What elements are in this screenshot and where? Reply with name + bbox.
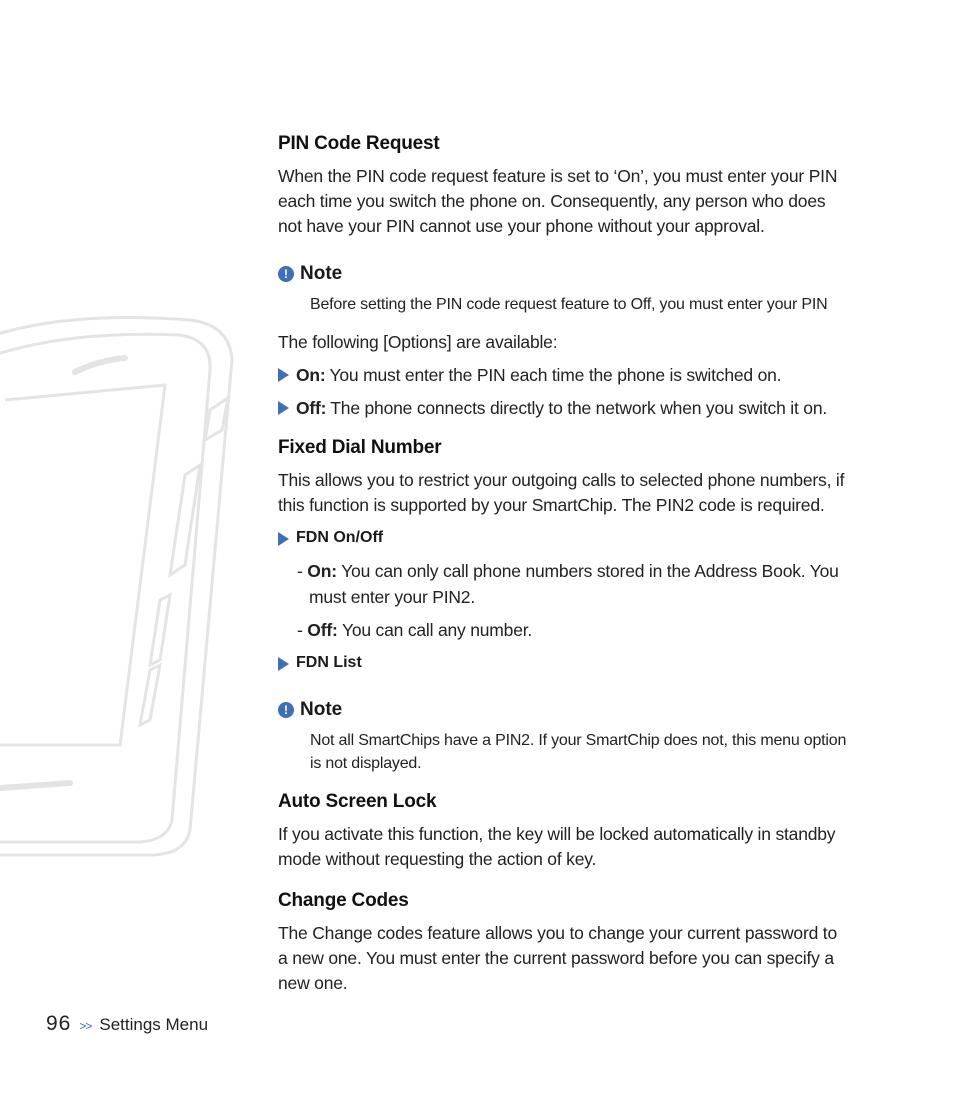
pin-code-request-body: When the PIN code request feature is set to ‘On’, you must enter your PIN each time you switch the phone on. Consequently, any person who does not have your PIN cannot use your phone without your approval. [278, 166, 838, 236]
fdn-on-text: You can only call phone numbers stored in the Address Book. You must enter your PIN2. [309, 561, 839, 607]
note-1-text: Before setting the PIN code request feature to Off, you must enter your PIN [310, 296, 828, 313]
triangle-arrow-icon [278, 368, 289, 382]
triangle-arrow-icon [278, 532, 289, 546]
info-icon: ! [278, 266, 294, 282]
fdn-on-item: - On: You can only call phone numbers stored in the Address Book. You must enter your PIN2. [297, 561, 839, 607]
option-off-label: Off: [296, 398, 327, 418]
note-1 [278, 261, 848, 287]
note-2-label: Note [300, 699, 343, 720]
fdn-list-label: FDN List [296, 654, 362, 671]
pin-code-request-heading: PIN Code Request [278, 133, 440, 154]
auto-screen-lock-heading: Auto Screen Lock [278, 791, 437, 812]
option-on-item [278, 363, 848, 388]
section-label: Settings Menu [99, 1015, 209, 1034]
page-footer [46, 1012, 208, 1036]
options-intro: The following [Options] are available: [278, 332, 558, 352]
option-off-text: The phone connects directly to the network when you switch it on. [330, 398, 828, 418]
note-2-text: Not all SmartChips have a PIN2. If your SmartChip does not, this menu option is not displayed. [310, 732, 847, 772]
change-codes-body: The Change codes feature allows you to change your current password to a new one. You must enter the current password before you can specify a new one. [278, 923, 837, 993]
info-icon: ! [278, 702, 294, 718]
triangle-arrow-icon [278, 401, 289, 415]
fdn-off-label: Off: [307, 620, 338, 640]
fdn-onoff-label: FDN On/Off [296, 529, 384, 546]
note-1-label: Note [300, 263, 343, 284]
fdn-onoff-item [278, 526, 848, 550]
triangle-arrow-icon [278, 657, 289, 671]
option-on-text: You must enter the PIN each time the phone is switched on. [329, 365, 782, 385]
chevron-right-icon: >> [79, 1019, 92, 1033]
fdn-list-item [278, 651, 848, 675]
note-2 [278, 697, 848, 723]
fixed-dial-number-heading: Fixed Dial Number [278, 437, 442, 458]
fixed-dial-number-body: This allows you to restrict your outgoing calls to selected phone numbers, if this function is supported by your SmartChip. The PIN2 code is required. [278, 470, 845, 515]
change-codes-heading: Change Codes [278, 890, 409, 911]
page-number: 96 [46, 1012, 72, 1035]
auto-screen-lock-body: If you activate this function, the key will be locked automatically in standby mode without requesting the action of key. [278, 824, 836, 869]
main-content [278, 131, 848, 996]
fdn-off-text: You can call any number. [341, 620, 533, 640]
option-on-label: On: [296, 365, 326, 385]
phone-illustration [0, 300, 240, 870]
fdn-off-item: - Off: You can call any number. [297, 620, 533, 640]
option-off-item [278, 396, 848, 421]
fdn-on-label: On: [307, 561, 337, 581]
